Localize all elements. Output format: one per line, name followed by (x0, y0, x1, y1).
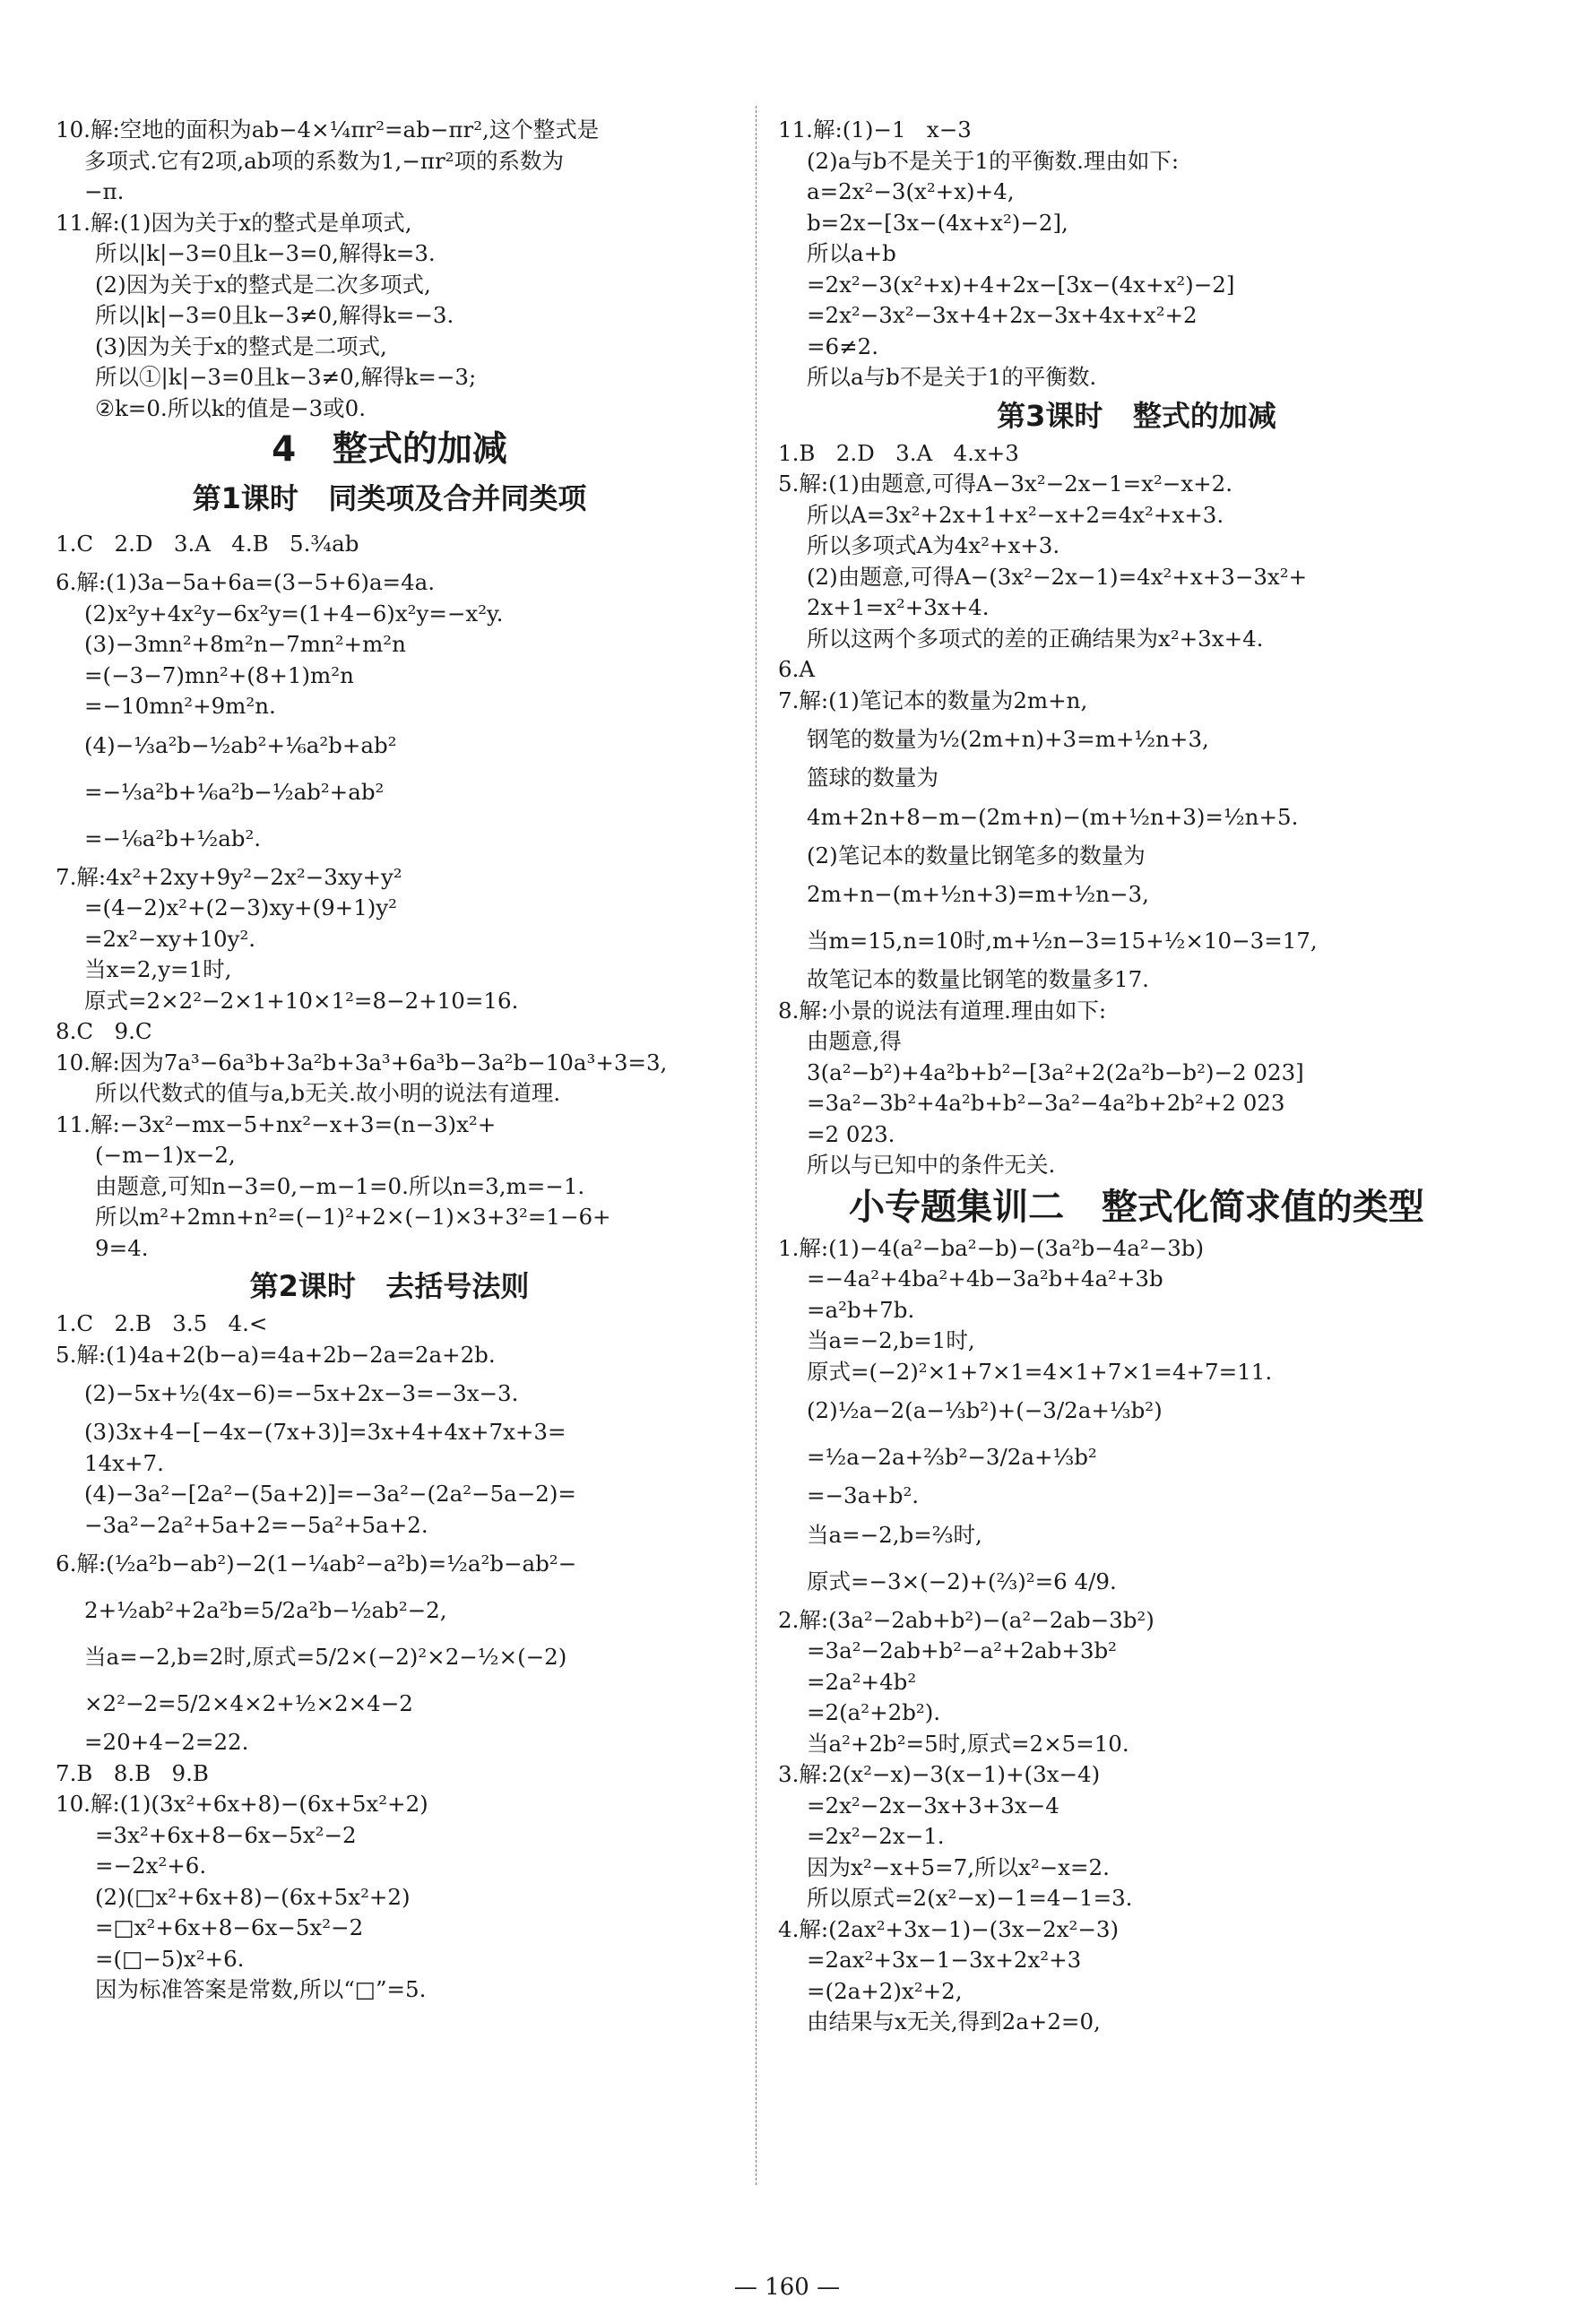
answer-line: (3)因为关于x的整式是二项式, (95, 333, 387, 359)
answer-line: 7.B 8.B 9.B (56, 1759, 209, 1786)
answer-line: 5.解:(1)4a+2(b−a)=4a+2b−2a=2a+2b. (56, 1341, 496, 1368)
answer-line: =(4−2)x²+(2−3)xy+(9+1)y² (84, 894, 398, 920)
answer-line: 1.C 2.B 3.5 4.< (56, 1310, 268, 1336)
answer-line: −3a²−2a²+5a+2=−5a²+5a+2. (84, 1511, 428, 1538)
answer-line: =−4a²+4ba²+4b−3a²b+4a²+3b (807, 1266, 1163, 1292)
answer-line: (2)a与b不是关于1的平衡数.理由如下: (807, 147, 1180, 174)
answer-line: 2+½ab²+2a²b=5/2a²b−½ab²−2, (84, 1597, 447, 1623)
answer-line: 4m+2n+8−m−(2m+n)−(m+½n+3)=½n+5. (807, 803, 1299, 830)
answer-line: =(□−5)x²+6. (95, 1945, 245, 1972)
answer-line: 当a=−2,b=⅔时, (807, 1521, 982, 1548)
answer-line: 因为x²−x+5=7,所以x²−x=2. (807, 1853, 1110, 1880)
left-column (56, 115, 723, 2006)
column-divider (756, 106, 757, 2185)
answer-line: =−2x²+6. (95, 1853, 207, 1879)
answer-line: =2(a²+2b²). (807, 1699, 941, 1725)
answer-line: 6.解:(½a²b−ab²)−2(1−¼ab²−a²b)=½a²b−ab²− (56, 1551, 577, 1577)
answer-line: 由结果与x无关,得到2a+2=0, (807, 2009, 1101, 2035)
answer-line: 所以原式=2(x²−x)−1=4−1=3. (807, 1885, 1133, 1911)
answer-line: a=2x²−3(x²+x)+4, (807, 178, 1015, 204)
answer-line: 所以这两个多项式的差的正确结果为x²+3x+4. (807, 625, 1264, 652)
answer-line: 原式=2×2²−2×1+10×1²=8−2+10=16. (84, 987, 519, 1014)
answer-line: 9=4. (95, 1234, 149, 1261)
lesson-heading: 第2课时 去括号法则 (249, 1269, 530, 1303)
answer-line: ②k=0.所以k的值是−3或0. (95, 394, 367, 421)
answer-line: 14x+7. (84, 1449, 164, 1476)
answer-line: 10.解:因为7a³−6a³b+3a²b+3a³+6a³b−3a²b−10a³+3=3, (56, 1049, 668, 1076)
answer-line: =3a²−2ab+b²−a²+2ab+3b² (807, 1637, 1117, 1663)
answer-line: 7.解:(1)笔记本的数量为2m+n, (778, 687, 1088, 713)
answer-line: (2)由题意,可得A−(3x²−2x−1)=4x²+x+3−3x²+ (807, 563, 1308, 590)
answer-line: (4)−3a²−[2a²−(5a+2)]=−3a²−(2a²−5a−2)= (84, 1481, 576, 1507)
answer-line: 11.解:(1)因为关于x的整式是单项式, (56, 209, 412, 236)
answer-line: 5.解:(1)由题意,可得A−3x²−2x−1=x²−x+2. (778, 471, 1233, 497)
answer-line: 所以A=3x²+2x+1+x²−x+2=4x²+x+3. (807, 501, 1224, 528)
answer-line: =2ax²+3x−1−3x+2x²+3 (807, 1947, 1082, 1973)
answer-line: 由题意,得 (807, 1028, 902, 1054)
answer-line: 所以a+b (807, 240, 896, 266)
answer-line: 8.解:小景的说法有道理.理由如下: (778, 997, 1107, 1024)
answer-line: 当a²+2b²=5时,原式=2×5=10. (807, 1730, 1129, 1757)
answer-line: b=2x−[3x−(4x+x²)−2], (807, 209, 1068, 236)
answer-line: =a²b+7b. (807, 1296, 915, 1323)
answer-line: (3)−3mn²+8m²n−7mn²+m²n (84, 631, 406, 657)
answer-line: =20+4−2=22. (84, 1729, 249, 1755)
answer-line: (−m−1)x−2, (95, 1142, 236, 1168)
page-number: — 160 — (733, 2274, 841, 2301)
answer-line: 因为标准答案是常数,所以“□”=5. (95, 1976, 427, 2002)
answer-line: =½a−2a+⅔b²−3/2a+⅓b² (807, 1444, 1097, 1470)
answer-line: 2x+1=x²+3x+4. (807, 594, 990, 620)
answer-line: 多项式.它有2项,ab项的系数为1,−πr²项的系数为 (84, 147, 564, 174)
answer-line: 原式=(−2)²×1+7×1=4×1+7×1=4+7=11. (807, 1358, 1273, 1385)
answer-line: 所以多项式A为4x²+x+3. (807, 532, 1060, 558)
answer-line: =2x²−3x²−3x+4+2x−3x+4x+x²+2 (807, 302, 1198, 328)
answer-line: =2x²−xy+10y². (84, 925, 256, 952)
answer-line: =−10mn²+9m²n. (84, 693, 276, 719)
answer-line: (2)笔记本的数量比钢笔多的数量为 (807, 842, 1146, 868)
answer-line: 所以代数式的值与a,b无关.故小明的说法有道理. (95, 1080, 561, 1106)
answer-line: =(−3−7)mn²+(8+1)m²n (84, 661, 354, 688)
answer-line: (2)−5x+½(4x−6)=−5x+2x−3=−3x−3. (84, 1380, 519, 1406)
answer-line: =−⅙a²b+½ab². (84, 825, 262, 851)
answer-line: =3a²−3b²+4a²b+b²−3a²−4a²b+2b²+2 023 (807, 1090, 1285, 1116)
answer-line: 3.解:2(x²−x)−3(x−1)+(3x−4) (778, 1761, 1101, 1787)
answer-line: (2)x²y+4x²y−6x²y=(1+4−6)x²y=−x²y. (84, 600, 504, 626)
answer-line: 10.解:(1)(3x²+6x+8)−(6x+5x²+2) (56, 1791, 428, 1817)
answer-line: =2x²−3(x²+x)+4+2x−[3x−(4x+x²)−2] (807, 271, 1235, 298)
answer-line: 6.解:(1)3a−5a+6a=(3−5+6)a=4a. (56, 569, 436, 595)
answer-line: −π. (84, 178, 125, 204)
answer-line: 所以|k|−3=0且k−3=0,解得k=3. (95, 240, 436, 266)
answer-line: 当a=−2,b=2时,原式=5/2×(−2)²×2−½×(−2) (84, 1644, 567, 1670)
answer-line: 4.解:(2ax²+3x−1)−(3x−2x²−3) (778, 1915, 1120, 1942)
answer-line: 2m+n−(m+½n+3)=m+½n−3, (807, 881, 1149, 907)
answer-line: 8.C 9.C (56, 1018, 152, 1044)
answer-line: 7.解:4x²+2xy+9y²−2x²−3xy+y² (56, 863, 402, 890)
answer-line: 原式=−3×(−2)+(⅔)²=6 4/9. (807, 1568, 1117, 1594)
answer-line: 篮球的数量为 (807, 765, 938, 791)
answer-line: 当x=2,y=1时, (84, 956, 232, 982)
answer-line: (2)(□x²+6x+8)−(6x+5x²+2) (95, 1883, 411, 1910)
answer-line: 1.解:(1)−4(a²−ba²−b)−(3a²b−4a²−3b) (778, 1234, 1205, 1261)
answer-line: =□x²+6x+8−6x−5x²−2 (95, 1914, 364, 1940)
answer-line: 11.解:−3x²−mx−5+nx²−x+3=(n−3)x²+ (56, 1110, 497, 1137)
right-column (778, 115, 1495, 2038)
answer-line: 所以①|k|−3=0且k−3≠0,解得k=−3; (95, 364, 477, 390)
answer-line: =6≠2. (807, 333, 879, 359)
section-heading: 4 整式的加减 (272, 429, 507, 470)
answer-line: =−3a+b². (807, 1482, 920, 1508)
answer-line: =2a²+4b² (807, 1668, 917, 1695)
answer-line: (2)因为关于x的整式是二次多项式, (95, 271, 431, 298)
answer-line: 所以a与b不是关于1的平衡数. (807, 364, 1097, 390)
topic-heading: 小专题集训二 整式化简求值的类型 (849, 1186, 1424, 1228)
answer-line: (2)½a−2(a−⅓b²)+(−3/2a+⅓b²) (807, 1397, 1163, 1423)
answer-line: 故笔记本的数量比钢笔的数量多17. (807, 966, 1149, 992)
answer-line: 所以|k|−3=0且k−3≠0,解得k=−3. (95, 302, 454, 328)
answer-line: =−⅓a²b+⅙a²b−½ab²+ab² (84, 778, 385, 805)
answer-line: (3)3x+4−[−4x−(7x+3)]=3x+4+4x+7x+3= (84, 1419, 566, 1445)
answer-line: =3x²+6x+8−6x−5x²−2 (95, 1821, 357, 1848)
answer-line: =(2a+2)x²+2, (807, 1977, 963, 2004)
answer-line: =2x²−2x−1. (807, 1823, 945, 1849)
answer-line: 钢笔的数量为½(2m+n)+3=m+½n+3, (807, 726, 1209, 752)
answer-line: 6.A (778, 656, 816, 682)
lesson-heading: 第1课时 同类项及合并同类项 (192, 481, 587, 515)
answer-line: 所以与已知中的条件无关. (807, 1152, 1056, 1178)
answer-line: =2x²−2x−3x+3+3x−4 (807, 1792, 1059, 1819)
answer-line: 10.解:空地的面积为ab−4×¼πr²=ab−πr²,这个整式是 (56, 117, 600, 143)
answer-line: 当a=−2,b=1时, (807, 1327, 975, 1353)
answer-line: 所以m²+2mn+n²=(−1)²+2×(−1)×3+3²=1−6+ (95, 1204, 611, 1230)
answer-line: 由题意,可知n−3=0,−m−1=0.所以n=3,m=−1. (95, 1172, 585, 1199)
answer-line: 3(a²−b²)+4a²b+b²−[3a²+2(2a²b−b²)−2 023] (807, 1058, 1304, 1085)
lesson-heading: 第3课时 整式的加减 (997, 398, 1276, 433)
answer-line: 11.解:(1)−1 x−3 (778, 117, 972, 143)
answer-line: =2 023. (807, 1120, 895, 1147)
answer-line: 2.解:(3a²−2ab+b²)−(a²−2ab−3b²) (778, 1606, 1155, 1633)
answer-line: ×2²−2=5/2×4×2+½×2×4−2 (84, 1690, 413, 1716)
answer-line: (4)−⅓a²b−½ab²+⅙a²b+ab² (84, 731, 397, 758)
answer-line: 当m=15,n=10时,m+½n−3=15+½×10−3=17, (807, 928, 1318, 954)
answer-line: 1.B 2.D 3.A 4.x+3 (778, 439, 1019, 466)
answer-line: 1.C 2.D 3.A 4.B 5.¾ab (56, 531, 359, 557)
